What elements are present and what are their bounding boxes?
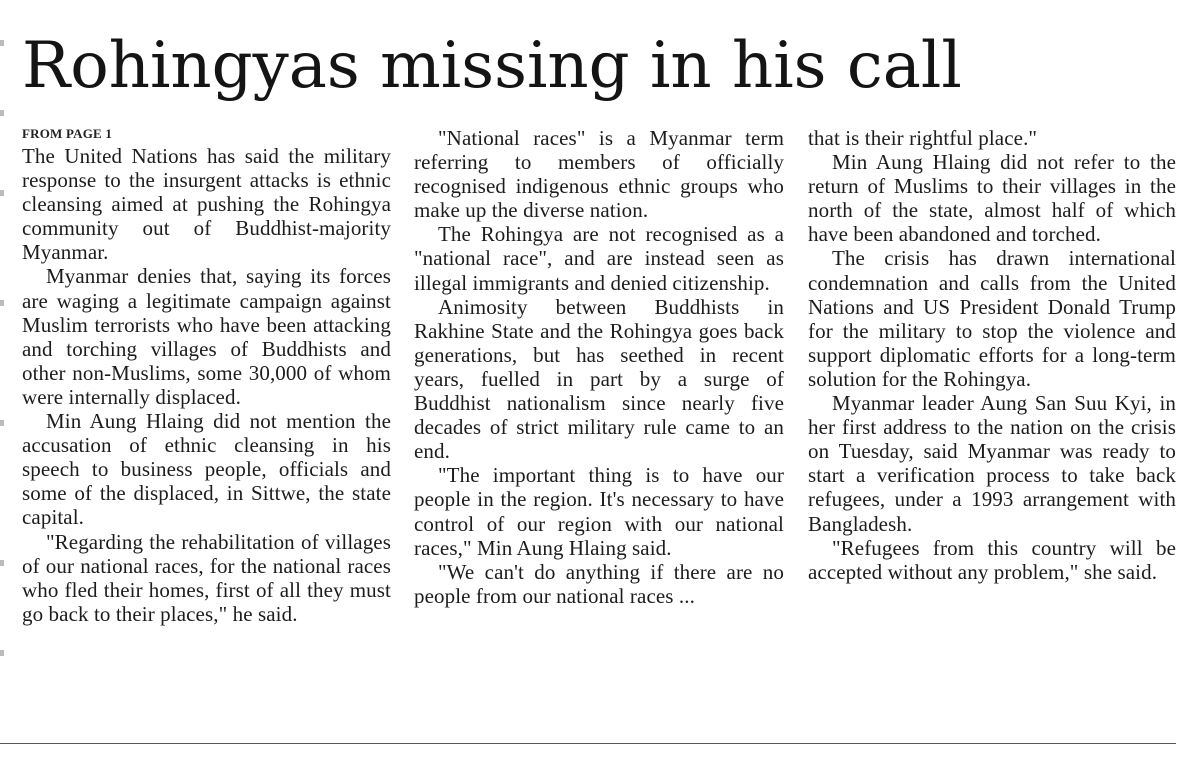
column-2: [414, 126, 784, 608]
bottom-rule: [0, 743, 1176, 744]
paragraph: The Rohingya are not recognised as a "national race", and are instead seen as illegal immigrants and denied citizenship.: [414, 222, 784, 295]
paragraph: Min Aung Hlaing did not mention the accusation of ethnic cleansing in his speech to business people, officials and some of the displaced, in Sittwe, the state capital.: [22, 409, 391, 530]
column-3: [808, 126, 1176, 584]
paragraph: Myanmar denies that, saying its forces are waging a legitimate campaign against Muslim terrorists who have been attacking and torching villages of Buddhists and other non-Muslims, some 30,000 of whom were internally displaced.: [22, 264, 391, 409]
clipped-previous-line: [0, 0, 1188, 8]
column-1: [22, 126, 391, 626]
paragraph: Animosity between Buddhists in Rakhine State and the Rohingya goes back generations, but has seethed in recent years, fuelled in part by a surge of Buddhist nationalism since nearly five decades of strict military rule came to an end.: [414, 294, 784, 464]
headline: Rohingyas missing in his call: [22, 29, 962, 103]
paragraph: "We can't do anything if there are no people from our national races ...: [414, 559, 784, 608]
paragraph: Myanmar leader Aung San Suu Kyi, in her first address to the nation on the crisis on Tuesday, said Myanmar was ready to start a verification process to take back refugees, under a 1993 arrangement with Bangladesh.: [808, 391, 1176, 536]
paragraph: The United Nations has said the military response to the insurgent attacks is ethnic cleansing aimed at pushing the Rohingya community out of Buddhist-majority Myanmar.: [22, 144, 391, 265]
paragraph: "National races" is a Myanmar term referring to members of officially recognised indigenous ethnic groups who make up the diverse nation.: [414, 126, 784, 223]
paragraph: "The important thing is to have our people in the region. It's necessary to have control of our region with our national races," Min Aung Hlaing said.: [414, 463, 784, 560]
paragraph: "Regarding the rehabilitation of villages of our national races, for the national races who fled their homes, first of all they must go back to their places," he said.: [22, 529, 391, 626]
paragraph: Min Aung Hlaing did not refer to the return of Muslims to their villages in the north of the state, almost half of which have been abandoned and torched.: [808, 150, 1176, 247]
paragraph: The crisis has drawn international condemnation and calls from the United Nations and US President Donald Trump for the military to stop the violence and support diplomatic efforts for a long-term solution for the Rohingya.: [808, 246, 1176, 391]
paragraph: "Refugees from this country will be accepted without any problem," she said.: [808, 535, 1176, 584]
kicker: FROM PAGE 1: [22, 126, 113, 141]
paragraph: that is their rightful place.": [808, 126, 1038, 150]
left-edge-marks: [0, 0, 4, 763]
